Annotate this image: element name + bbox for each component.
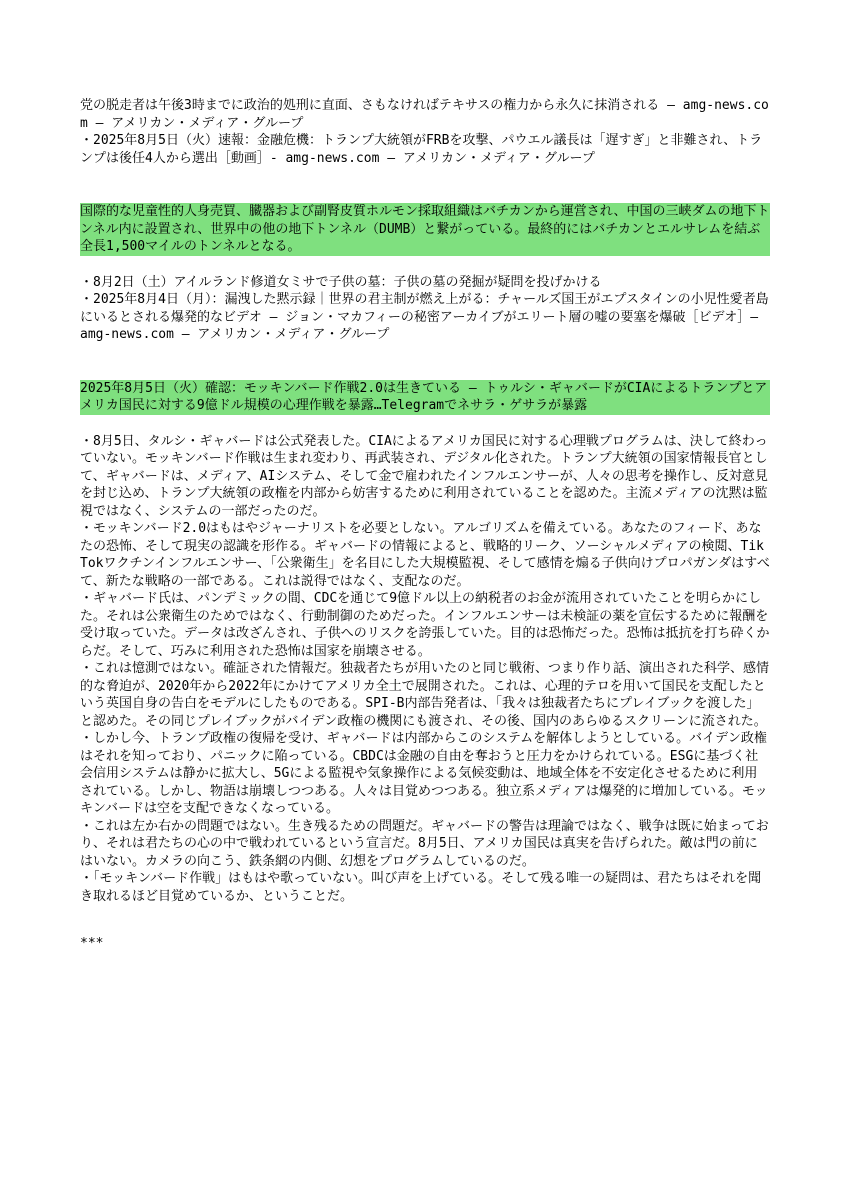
spacer <box>80 344 770 380</box>
intro-paragraph: 党の脱走者は午後3時までに政治的処刑に直面、さもなければテキサスの権力から永久に抹消される – amg-news.com – アメリカン・メディア・グループ ・2025年8月5日（火）速報：金融危機：トランプ大統領がFRBを攻撃、パウエル議長は「遅すぎ」と非難され、トランプは後任4人から選出［動画］- amg-news.com – アメリカン・メディア・グループ <box>80 98 769 166</box>
end-mark: *** <box>80 936 104 951</box>
highlighted-paragraph-vatican: 国際的な児童性的人身売買、臓器および副腎皮質ホルモン採取組織はバチカンから運営され、中国の三峡ダムの地下トンネル内に設置され、世界中の他の地下トンネル（DUMB）と繋がっている。最終的にはバチカンとエルサレムを結ぶ全長1,500マイルのトンネルとなる。 <box>80 204 770 254</box>
article-body: ・8月5日、タルシ・ギャバードは公式発表した。CIAによるアメリカ国民に対する心理戦プログラムは、決して終わっていない。モッキンバード作戦は生まれ変わり、再武装され、デジタル化された。トランプ大統領の国家情報長官として、ギャバードは、メディア、AIシステム、そして金で雇われたインフルエンサーが、人々の思考を操作し、反対意見を封じ込め、トランプ大統領の政権を内部から妨害するために利用されていることを認めた。主流メディアの沈黙は監視ではなく、システムの一部だったのだ。 ・モッキンバード2.0はもはやジャーナリストを必要としない。アルゴリズムを備えている。あなたのフィード、あなたの恐怖、そして現実の認識を形作る。ギャバードの情報によると、戦略的リーク、ソーシャルメディアの検閲、TikTokワクチンインフルエンサー、「公衆衛生」を名目にした大規模監視、そして感情を煽る子供向けプロパガンダはすべて、新たな戦略の一部である。これは説得ではなく、支配なのだ。 ・ギャバード氏は、パンデミックの間、CDCを通じて9億ドル以上の納税者のお金が流用されていたことを明らかにした。それは公衆衛生のためではなく、行動制御のためだった。インフルエンサーは未検証の薬を宣伝するために報酬を受け取っていた。データは改ざんされ、子供へのリスクを誇張していた。目的は恐怖だった。恐怖は抵抗を打ち砕くからだ。そして、巧みに利用された恐怖は国家を崩壊させる。 ・これは憶測ではない。確証された情報だ。独裁者たちが用いたのと同じ戦術、つまり作り話、演出された科学、感情的な脅迫が、2020年から2022年にかけてアメリカ全土で展開された。これは、心理的テロを用いて国民を支配したという英国自身の告白をモデルにしたものである。SPI-B内部告発者は、「我々は独裁者たちにプレイブックを渡した」と認めた。その同じプレイブックがバイデン政権の機関にも渡され、その後、国内のあらゆるスクリーンに流された。 ・しかし今、トランプ政権の復帰を受け、ギャバードは内部からこのシステムを解体しようとしている。バイデン政権はそれを知っており、パニックに陥っている。CBDCは金融の自由を奪おうと圧力をかけられている。ESGに基づく社会信用システムは静かに拡大し、5Gによる監視や気象操作による気候変動は、地域全体を不安定化させるために利用されている。しかし、物語は崩壊しつつある。人々は目覚めつつある。独立系メディアは爆発的に増加している。モッキンバードは空を支配できなくなっている。 ・これは左か右かの問題ではない。生き残るための問題だ。ギャバードの警告は理論ではなく、戦争は既に始まっており、それは君たちの心の中で戦われているという宣言だ。8月5日、アメリカ国民は真実を告げられた。敵は門の前にはいない。カメラの向こう、鉄条網の内側、幻想をプログラムしているのだ。 ・「モッキンバード作戦」はもはや歌っていない。叫び声を上げている。そして残る唯一の疑問は、君たちはそれを聞き取れるほど目覚めているか、ということだ。 <box>80 433 770 904</box>
spacer <box>80 256 770 274</box>
document-page <box>80 97 770 953</box>
spacer <box>80 905 770 935</box>
spacer <box>80 167 770 203</box>
highlighted-headline-mockingbird: 2025年8月5日（火）確認：モッキンバード作戦2.0は生きている – トゥルシ・ギャバードがCIAによるトランプとアメリカ国民に対する9億ドル規模の心理作戦を暴露…Telegramでネサラ・ゲサラが暴露 <box>80 380 770 415</box>
link-list-paragraph: ・8月2日（土）アイルランド修道女ミサで子供の墓：子供の墓の発掘が疑問を投げかける ・2025年8月4日（月）：漏洩した黙示録｜世界の君主制が燃え上がる：チャールズ国王がエプスタインの小児性愛者島にいるとされる爆発的なビデオ — ジョン・マカフィーの秘密アーカイブがエリート層の嘘の要塞を爆破［ビデオ］— amg-news.com — アメリカン・メディア・グループ <box>80 274 769 342</box>
spacer <box>80 415 770 433</box>
